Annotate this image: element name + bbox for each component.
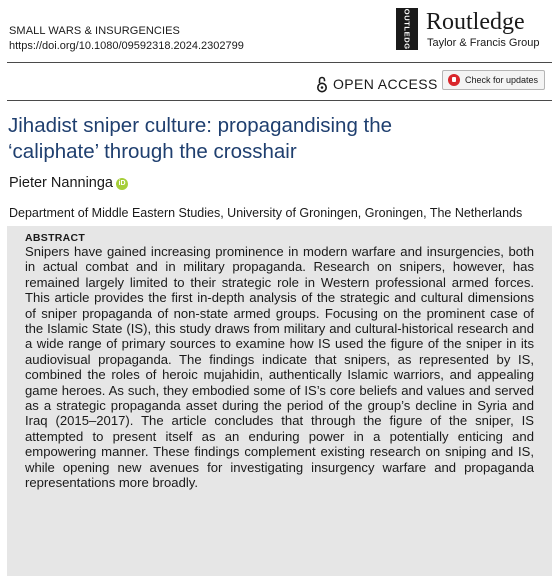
crossmark-icon bbox=[448, 74, 460, 86]
journal-name: SMALL WARS & INSURGENCIES bbox=[9, 25, 180, 37]
open-access-label: OPEN ACCESS bbox=[333, 76, 438, 92]
check-for-updates-label: Check for updates bbox=[465, 75, 539, 85]
publisher-subtitle: Taylor & Francis Group bbox=[427, 37, 540, 49]
publisher-logo[interactable] bbox=[396, 2, 546, 56]
abstract-text: Snipers have gained increasing prominence in modern warfare and insurgencies, both in actual combat and in military propaganda. Research on snipers, however, has remained largely limited to their strategic role in Western professional armed forces. This article provides the first in-depth analysis of the strategic and cultural dimensions of sniper propaganda of non-state armed groups. Focusing on the prominent case of the Islamic State (IS), this study draws from military and cultural-historical research and a wide range of primary sources to examine how IS used the figure of the sniper in its audiovisual propaganda. The findings indicate that snipers, as represented by IS, combined the roles of heroic mujahidin, authentically Islamic warriors, and appealing game heroes. As such, they embodied some of IS’s core beliefs and values and served as a strategic propaganda asset during the period of the group’s decline in Syria and Iraq (2015–2017). The article concludes that through the figure of the sniper, IS attempted to present itself as an enduring power in a potentially enticing and empowering manner. These findings complement existing research on sniping and IS, while opening new avenues for investigating insurgency warfare and propaganda representations more broadly. bbox=[25, 244, 534, 491]
check-for-updates-button[interactable] bbox=[442, 70, 545, 90]
open-access-badge bbox=[316, 74, 438, 94]
publisher-name: Routledge bbox=[426, 9, 525, 35]
article-title bbox=[8, 113, 548, 165]
open-padlock-icon bbox=[316, 75, 328, 93]
header-divider bbox=[7, 62, 552, 63]
author-affiliation: Department of Middle Eastern Studies, University of Groningen, Groningen, The Netherlands bbox=[9, 206, 523, 220]
title-line-2: ‘caliphate’ through the crosshair bbox=[8, 140, 297, 163]
author-line bbox=[9, 174, 128, 192]
logo-vertical-text: ROUTLEDGE bbox=[402, 2, 412, 56]
abstract-heading: ABSTRACT bbox=[25, 232, 86, 244]
doi-link[interactable]: https://doi.org/10.1080/09592318.2024.2302799 bbox=[9, 40, 244, 52]
title-divider bbox=[7, 100, 552, 101]
abstract-box bbox=[7, 226, 552, 576]
logo-vertical-mark bbox=[396, 2, 418, 56]
title-line-1: Jihadist sniper culture: propagandising the bbox=[8, 114, 393, 137]
orcid-icon[interactable]: iD bbox=[116, 178, 128, 190]
author-name[interactable]: Pieter Nanninga bbox=[9, 175, 113, 191]
